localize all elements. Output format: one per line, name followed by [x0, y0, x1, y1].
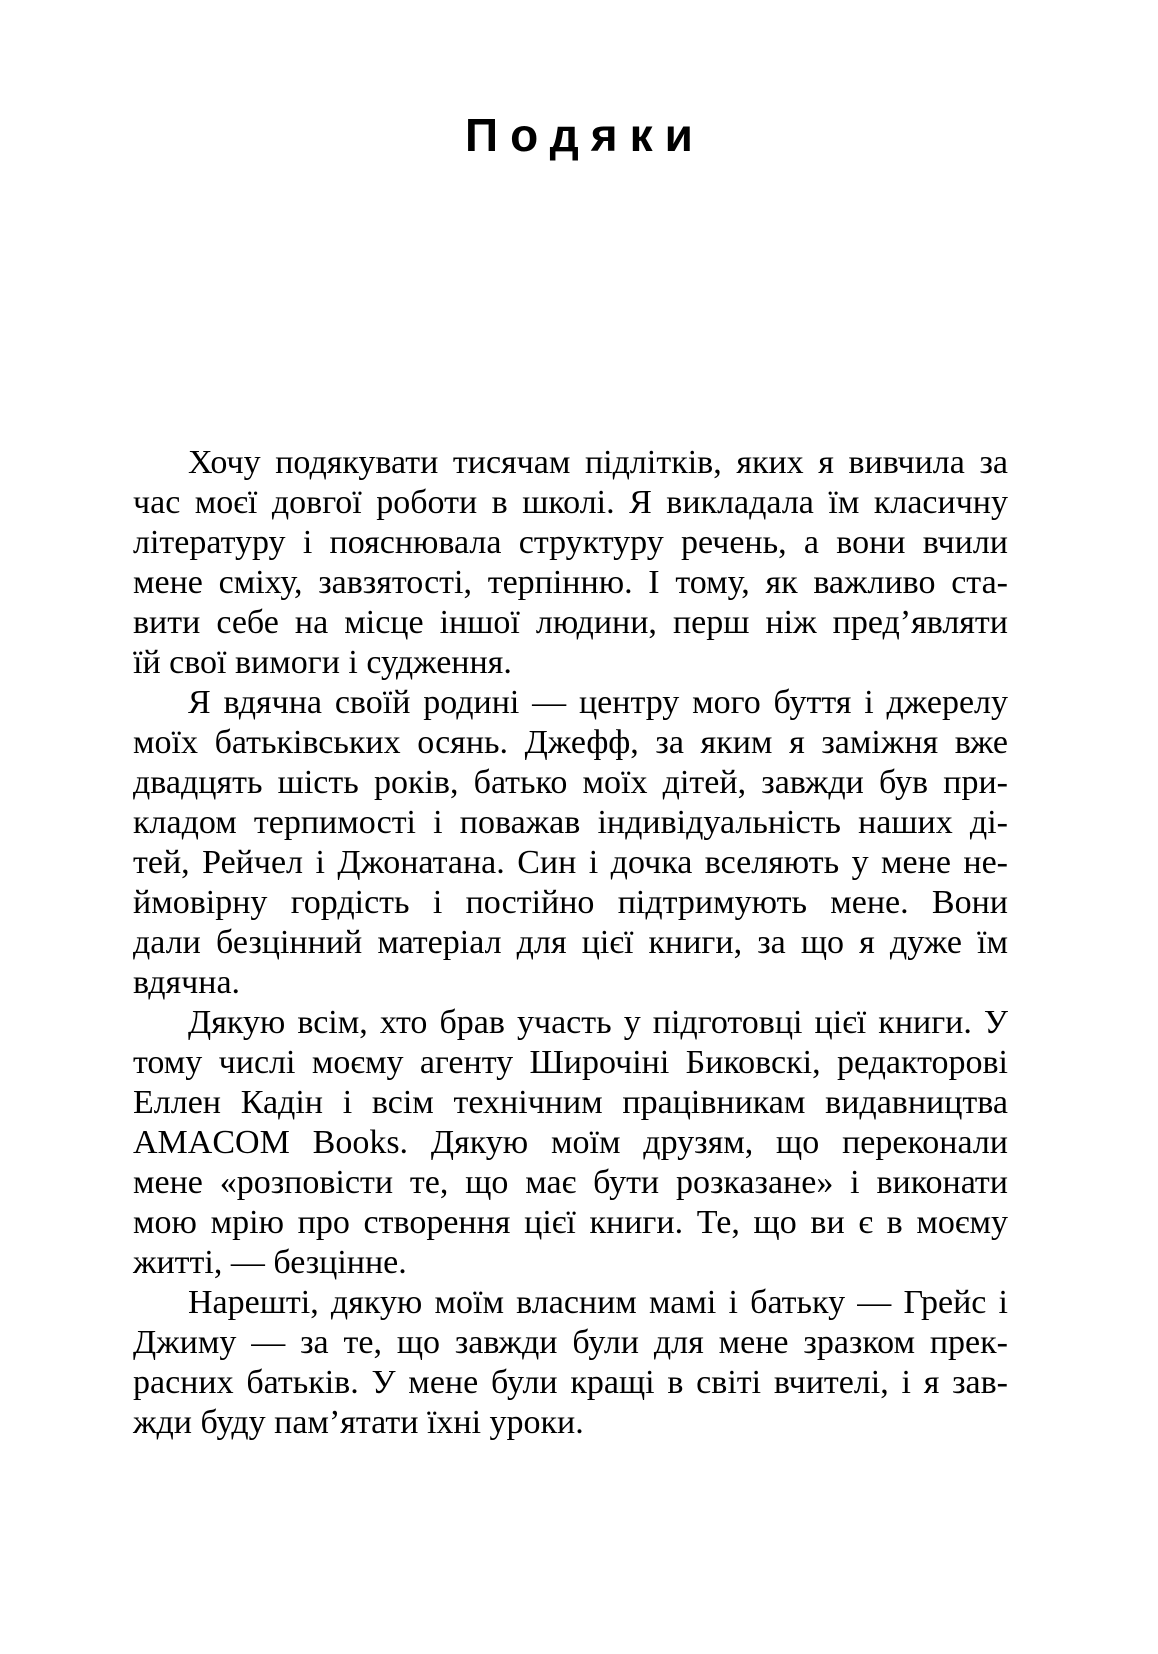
text-line: кладом терпимості і поважав індивідуальність наших ді- — [133, 804, 1008, 841]
text-line: Дякую всім, хто брав участь у підготовці цієї книги. У — [188, 1004, 1008, 1041]
text-line: мене сміху, завзятості, терпінню. І тому, як важливо ста- — [133, 564, 1008, 601]
acknowledgments-text — [133, 443, 1008, 1443]
paragraph — [133, 1003, 1008, 1283]
text-line: Я вдячна своїй родині — центру мого буття і джерелу — [188, 684, 1008, 721]
text-line: Еллен Кадін і всім технічним працівникам видавництва — [133, 1084, 1008, 1121]
text-line: літературу і пояснювала структуру речень, а вони вчили — [133, 524, 1008, 561]
text-line: мою мрію про створення цієї книги. Те, що ви є в моєму — [133, 1204, 1008, 1241]
text-line: вдячна. — [133, 964, 241, 1001]
page-title: Подяки — [465, 109, 705, 161]
text-line: двадцять шість років, батько моїх дітей, завжди був при- — [133, 764, 1008, 801]
text-line: мене «розповісти те, що має бути розказане» і виконати — [133, 1164, 1008, 1201]
paragraph — [133, 683, 1008, 1003]
text-line: Нарешті, дякую моїм власним мамі і батьку — Грейс і — [188, 1284, 1008, 1321]
text-line: AMACOM Books. Дякую моїм друзям, що переконали — [133, 1124, 1008, 1161]
paragraph — [133, 1283, 1008, 1443]
text-line: вити себе на місце іншої людини, перш ніж пред’являти — [133, 604, 1008, 641]
text-line: моїх батьківських осянь. Джефф, за яким я заміжня вже — [133, 724, 1008, 761]
text-line: Джиму — за те, що завжди були для мене зразком прек- — [133, 1324, 1008, 1361]
text-line: житті, — безцінне. — [133, 1244, 407, 1281]
text-line: тому числі моєму агенту Широчіні Биковскі, редакторові — [133, 1044, 1008, 1081]
text-line: ймовірну гордість і постійно підтримують мене. Вони — [133, 884, 1008, 921]
text-line: час моєї довгої роботи в школі. Я викладала їм класичну — [133, 484, 1008, 521]
text-line: расних батьків. У мене були кращі в світі вчителі, і я зав- — [133, 1364, 1008, 1401]
text-line: дали безцінний матеріал для цієї книги, за що я дуже їм — [133, 924, 1008, 961]
text-line: тей, Рейчел і Джонатана. Син і дочка вселяють у мене не- — [133, 844, 1008, 881]
text-line: Хочу подякувати тисячам підлітків, яких я вивчила за — [188, 444, 1008, 481]
paragraph — [133, 443, 1008, 683]
text-line: жди буду пам’ятати їхні уроки. — [133, 1404, 584, 1441]
text-line: їй свої вимоги і судження. — [133, 644, 512, 681]
